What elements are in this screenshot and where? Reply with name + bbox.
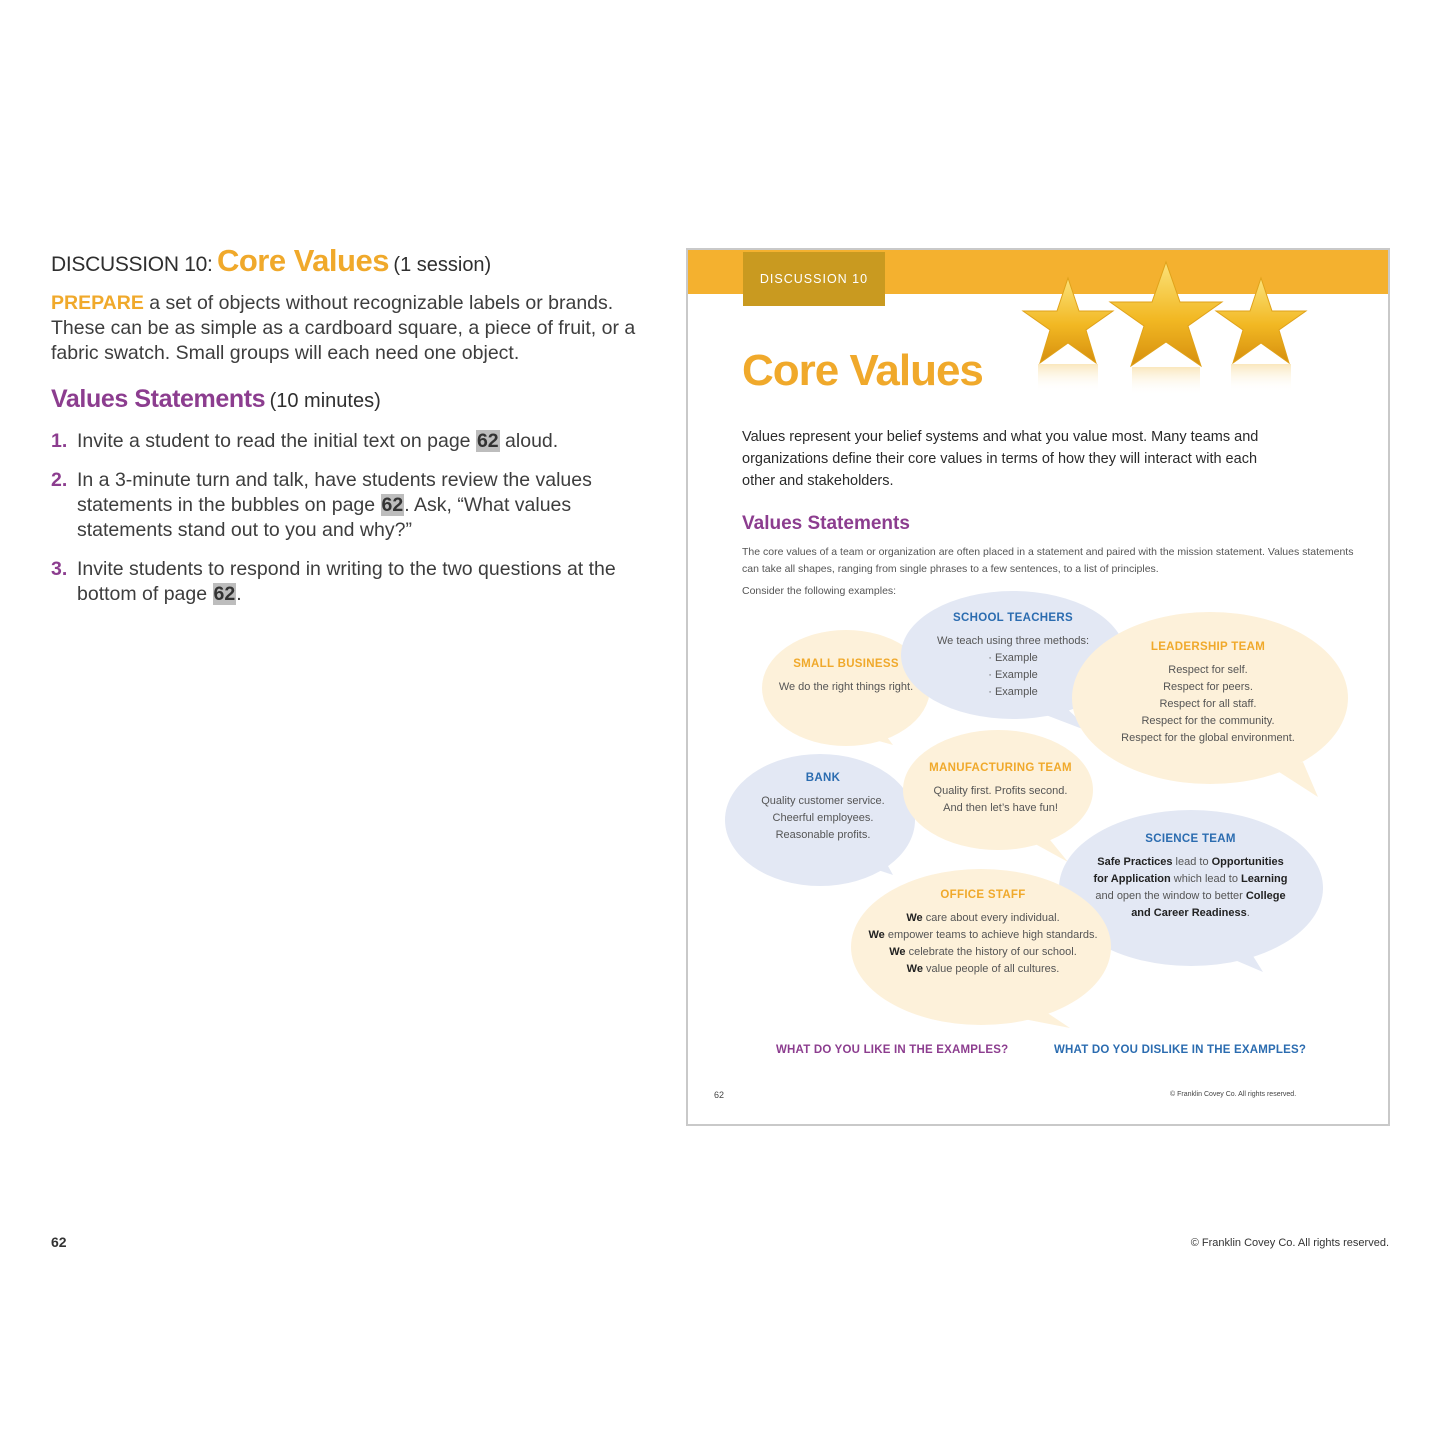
small-business-text: SMALL BUSINESS We do the right things right.	[766, 656, 926, 696]
values-statements-title: Values Statements	[51, 385, 266, 413]
inner-copyright: © Franklin Covey Co. All rights reserved.	[1170, 1091, 1297, 1098]
prepare-text: a set of objects without recognizable labels or brands. These can be as simple as a cardboard square, a piece of fruit, or a fabric swatch. Small groups will each need one object.	[51, 292, 636, 364]
session-note: (1 session)	[393, 254, 492, 276]
page-reference: 62	[381, 494, 404, 516]
inner-page-number: 62	[714, 1090, 725, 1100]
copyright: © Franklin Covey Co. All rights reserved.	[1190, 1237, 1389, 1249]
science-team-text: SCIENCE TEAM Safe Practices lead to Opportunities for Application which lead to Learning and open the window to better College and Career Readiness.	[1083, 831, 1298, 922]
bank-text: BANK Quality customer service. Cheerful employees. Reasonable profits.	[743, 770, 903, 844]
page-number: 62	[51, 1234, 67, 1250]
bubble-title: SCIENCE TEAM	[1145, 833, 1236, 845]
page-reference: 62	[476, 430, 499, 452]
bubble-title: MANUFACTURING TEAM	[929, 762, 1072, 774]
leadership-team-text: LEADERSHIP TEAM Respect for self. Respect for peers. Respect for all staff. Respect for the community. Respect for the global environment.	[1098, 639, 1318, 747]
bubble-title: BANK	[805, 772, 841, 784]
values-statements-heading: Values Statements	[742, 513, 910, 534]
step-item	[51, 557, 641, 607]
discussion-heading	[51, 243, 491, 279]
discussion-label: DISCUSSION 10:	[51, 253, 213, 276]
step-text: Invite a student to read the initial text on page 62 aloud.	[77, 430, 559, 452]
discussion-title: Core Values	[216, 243, 389, 278]
bubble-title: SCHOOL TEACHERS	[953, 612, 1073, 624]
intro-paragraph: Values represent your belief systems and what you value most. Many teams and organizations define their core values in terms of how they will interact with each other and stakeholders.	[742, 429, 1259, 489]
values-statements-minutes: (10 minutes)	[269, 390, 381, 412]
bubble-title: LEADERSHIP TEAM	[1150, 641, 1266, 653]
values-statements-heading	[51, 385, 381, 414]
page-reference: 62	[213, 583, 236, 605]
manufacturing-team-text: MANUFACTURING TEAM Quality first. Profits second. And then let’s have fun!	[918, 760, 1083, 817]
prepare-paragraph	[51, 291, 651, 366]
school-teachers-text: SCHOOL TEACHERS We teach using three methods: · Example · Example · Example	[923, 610, 1103, 701]
question-dislike: WHAT DO YOU DISLIKE IN THE EXAMPLES?	[1054, 1044, 1307, 1056]
bubble-title: OFFICE STAFF	[940, 889, 1026, 901]
bubble-title: SMALL BUSINESS	[793, 658, 899, 670]
step-number: 3.	[51, 558, 68, 580]
question-like: WHAT DO YOU LIKE IN THE EXAMPLES?	[776, 1044, 1009, 1056]
prepare-keyword: PREPARE	[51, 292, 144, 314]
step-number: 2.	[51, 469, 68, 491]
consider-text: Consider the following examples:	[742, 585, 897, 597]
office-staff-text: OFFICE STAFF We care about every individual. We empower teams to achieve high standards. We celebrate the history of our school. We value people of all cultures.	[863, 887, 1103, 978]
student-page-preview	[686, 248, 1390, 1126]
page-title: Core Values	[742, 346, 983, 395]
step-number: 1.	[51, 430, 68, 452]
discussion-tab: DISCUSSION 10	[743, 252, 885, 306]
step-text: In a 3-minute turn and talk, have students review the values statements in the bubbles on page 62. Ask, “What values statements stand out to you and why?”	[77, 469, 592, 541]
values-statements-description: The core values of a team or organization are often placed in a statement and paired with the mission statement. Values statements can take all shapes, ranging from single phrases to a few sentences, to a list of principles.	[742, 546, 1354, 575]
step-item	[51, 468, 641, 543]
manufacturing-team-bubble-tail	[1028, 835, 1068, 862]
step-item	[51, 429, 641, 454]
step-text: Invite students to respond in writing to the two questions at the bottom of page 62.	[77, 558, 616, 605]
